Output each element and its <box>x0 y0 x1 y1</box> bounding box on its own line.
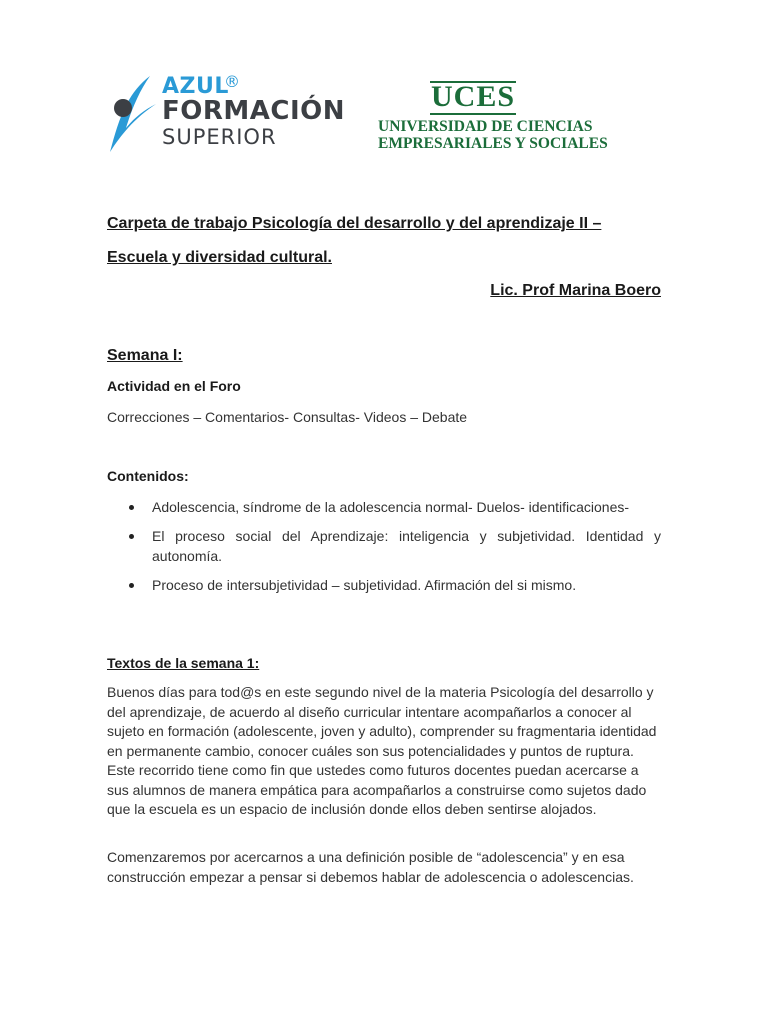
document-title-line2: Escuela y diversidad cultural. <box>107 249 332 266</box>
bullet-dot-icon <box>129 534 134 539</box>
uces-logo <box>378 80 658 154</box>
document-title-line1: Carpeta de trabajo Psicología del desarrollo y del aprendizaje II – <box>107 215 602 232</box>
uces-logo-line1: UNIVERSIDAD DE CIENCIAS <box>378 118 593 135</box>
body-paragraph: Buenos días para tod@s en este segundo nivel de la materia Psicología del desarrollo y del aprendizaje, de acuerdo al diseño curricular intentare acompañarlos a conocer al sujeto en formación (adolescente, joven y adulto), comprender su fragmentaria identidad en permanente cambio, conocer cuáles son sus potencialidades y puntos de ruptura. Este recorrido tiene como fin que ustedes como futuros docentes puedan acercarse a sus alumnos de manera empática para acompañarlos a construirse como sujetos dado que la escuela es un espacio de inclusión donde ellos deben sentirse alojados. <box>107 684 657 817</box>
document-author: Lic. Prof Marina Boero <box>490 282 661 299</box>
azul-logo-word: AZUL <box>162 74 229 99</box>
uces-logo-line2: EMPRESARIALES Y SOCIALES <box>378 135 608 152</box>
bullet-dot-icon <box>129 583 134 588</box>
week-heading: Semana I: <box>107 347 183 364</box>
bullet-dot-icon <box>129 505 134 510</box>
body-paragraph: Comenzaremos por acercarnos a una definición posible de “adolescencia” y en esa construcción empezar a pensar si debemos hablar de adolescencia o adolescencias. <box>107 849 634 885</box>
list-item <box>107 526 661 566</box>
list-item-text: Adolescencia, síndrome de la adolescencia normal- Duelos- identificaciones- <box>152 499 630 515</box>
azul-logo-superior: SUPERIOR <box>162 125 277 149</box>
azul-swoosh-icon <box>104 70 164 158</box>
texts-heading: Textos de la semana 1: <box>107 655 260 671</box>
azul-logo-formacion: FORMACIÓN <box>162 96 345 126</box>
forum-activity-heading: Actividad en el Foro <box>107 378 241 394</box>
forum-activity-line: Correcciones – Comentarios- Consultas- Videos – Debate <box>107 409 468 425</box>
list-item-text: Proceso de intersubjetividad – subjetividad. Afirmación del si mismo. <box>152 577 577 593</box>
contents-list <box>107 497 661 604</box>
contents-heading: Contenidos: <box>107 468 189 484</box>
uces-logo-word: UCES <box>430 80 516 113</box>
list-item-text: El proceso social del Aprendizaje: inteligencia y subjetividad. Identidad y autonomía. <box>152 528 661 564</box>
list-item <box>107 575 661 595</box>
list-item <box>107 497 661 517</box>
azul-registered-mark: ® <box>224 72 240 91</box>
azul-formacion-superior-logo <box>104 70 345 158</box>
